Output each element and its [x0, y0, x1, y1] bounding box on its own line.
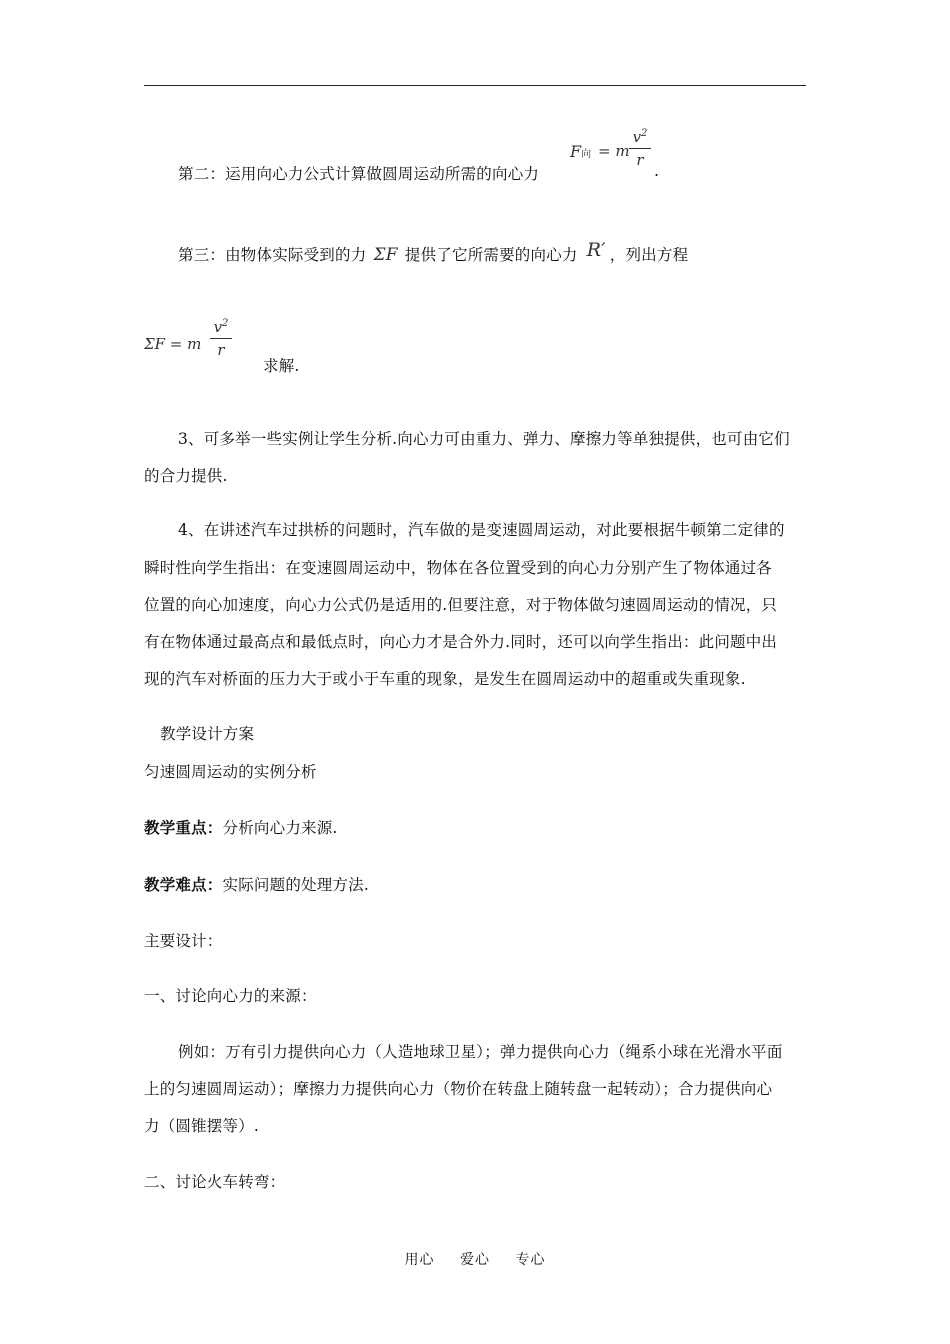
text-second: 第二：运用向心力公式计算做圆周运动所需的向心力	[178, 165, 540, 183]
formula-eq-num: v	[213, 318, 223, 336]
formula-num: v	[632, 128, 642, 146]
text-second-end: .	[654, 162, 660, 180]
paragraph-third	[178, 239, 689, 265]
text-solve: 求解.	[263, 357, 300, 375]
formula-eq-sup: 2	[222, 318, 229, 329]
example-line-1: 例如：万有引力提供向心力（人造地球卫星）；弹力提供向心力（绳系小球在光滑水平面	[178, 1043, 783, 1061]
text-third-a: 第三：由物体实际受到的力	[178, 246, 367, 264]
formula-eq-m: = m	[598, 142, 630, 160]
paragraph-4-line-4: 有在物体通过最高点和最低点时，向心力才是合外力.同时，还可以向学生指出：此问题中出	[144, 633, 778, 651]
footer-text-1: 用心	[404, 1252, 435, 1268]
formula-sum-f: ΣF	[373, 245, 398, 265]
key-point-label: 教学重点：	[144, 818, 223, 837]
section-2-heading: 二、讨论火车转弯：	[144, 1173, 286, 1191]
difficult-point-text: 实际问题的处理方法.	[222, 876, 369, 894]
formula-eq-fraction	[210, 318, 232, 359]
formula-den: r	[636, 151, 644, 169]
formula-equation	[144, 318, 254, 378]
paragraph-4-line-2: 瞬时性向学生指出：在变速圆周运动中，物体在各位置受到的向心力分别产生了物体通过各	[144, 559, 773, 577]
main-design-heading: 主要设计：	[144, 932, 223, 950]
paragraph-4-line-5: 现的汽车对桥面的压力大于或小于车重的现象，是发生在圆周运动中的超重或失重现象.	[144, 670, 746, 688]
formula-f-subscript: 向	[581, 149, 592, 160]
paragraph-3-line-2: 的合力提供.	[144, 467, 228, 485]
design-title: 教学设计方案	[160, 725, 255, 743]
footer-text-3: 专心	[515, 1252, 546, 1268]
difficult-point-label: 教学难点：	[144, 875, 223, 894]
formula-eq-den: r	[217, 341, 225, 359]
paragraph-3-line-1: 3、可多举一些实例让学生分析.向心力可由重力、弹力、摩擦力等单独提供，也可由它们	[178, 430, 790, 448]
key-point	[144, 816, 338, 838]
text-third-c: ，列出方程	[609, 246, 689, 264]
formula-f-symbol: F	[570, 142, 582, 161]
formula-eq-lhs: ΣF = m	[144, 335, 202, 353]
section-1-heading: 一、讨论向心力的来源：	[144, 987, 317, 1005]
example-line-2: 上的匀速圆周运动）；摩擦力力提供向心力（物价在转盘上随转盘一起转动）；合力提供向心	[144, 1080, 773, 1098]
paragraph-4-line-3: 位置的向心加速度，向心力公式仍是适用的.但要注意，对于物体做匀速圆周运动的情况，只	[144, 596, 778, 614]
formula-fraction	[629, 128, 651, 169]
paragraph-4-line-1: 4、在讲述汽车过拱桥的问题时，汽车做的是变速圆周运动，对此要根据牛顿第二定律的	[178, 521, 785, 539]
example-line-3: 力（圆锥摆等）.	[144, 1117, 260, 1135]
difficult-point	[144, 873, 369, 895]
page-footer	[0, 1249, 950, 1269]
paragraph-second	[178, 162, 539, 184]
design-subtitle: 匀速圆周运动的实例分析	[144, 763, 317, 781]
key-point-text: 分析向心力来源.	[222, 819, 338, 837]
footer-text-2: 爱心	[460, 1252, 490, 1268]
formula-sup: 2	[641, 128, 648, 139]
formula-r-prime: R′	[586, 239, 606, 261]
text-third-b: 提供了它所需要的向心力	[404, 246, 578, 264]
header-rule	[144, 85, 806, 86]
